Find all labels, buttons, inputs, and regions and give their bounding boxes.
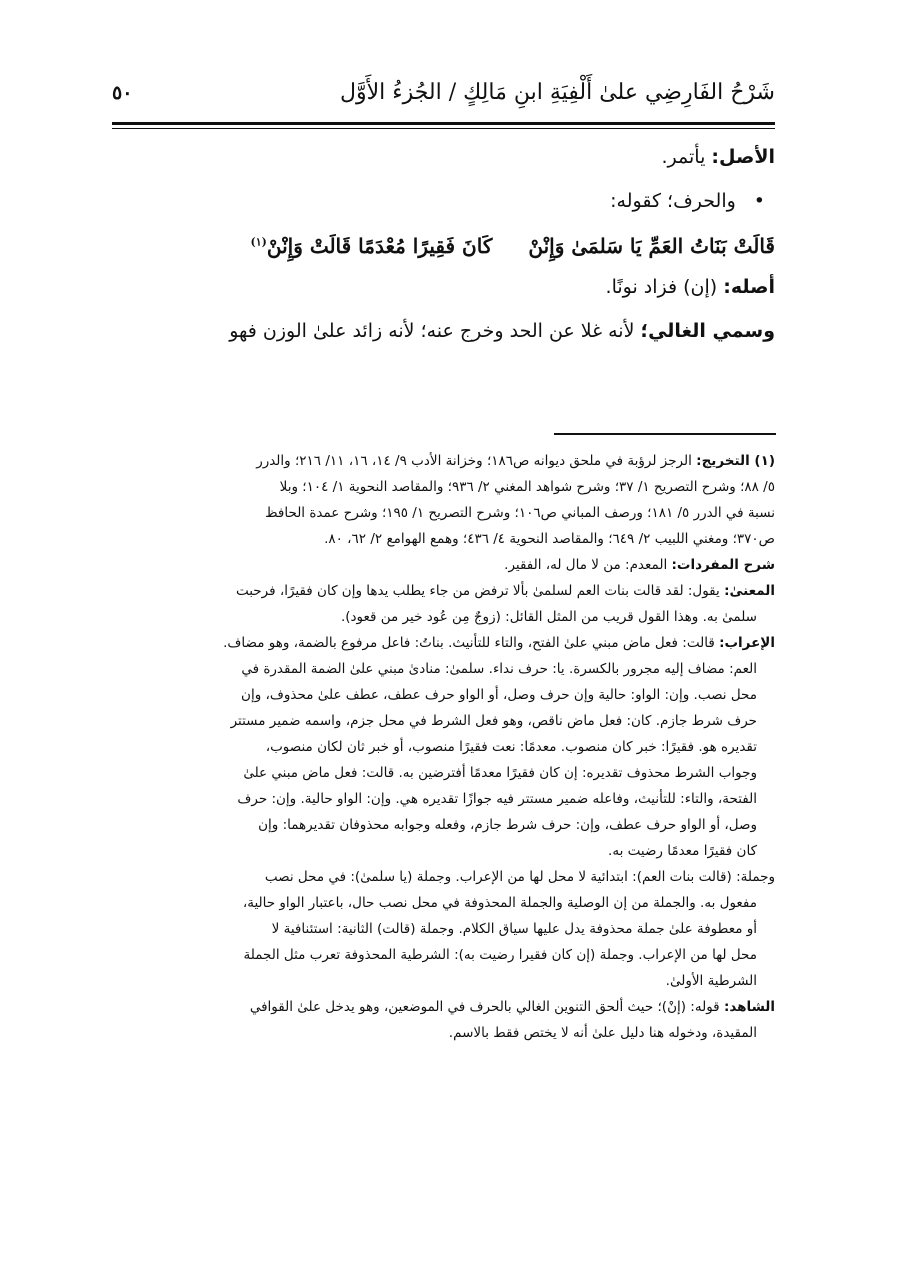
ghali-line: [229, 320, 775, 342]
page-number: ٥٠: [112, 82, 133, 104]
header-rule-thin: [112, 128, 775, 129]
asl-label: الأصل:: [711, 146, 775, 168]
footnote-line: الفتحة، والتاء: للتأنيث، وفاعله ضمير مستتر فيه جوازًا تقديره هي. وإن: الواو حالية. وإن: حرف: [237, 791, 757, 807]
footnote-line: وجواب الشرط محذوف تقديره: إن كان فقيرًا معدمًا أفترضين به. قالت: فعل ماض مبني علىٰ: [243, 765, 757, 781]
asl-value: يأتمر.: [661, 146, 706, 168]
footnote-line: سلمىٰ به. وهذا القول قريب من المثل القائل: (زوجٌ مِن عُود خير من قعود).: [340, 609, 757, 625]
verse-line: [250, 234, 775, 258]
header-title: شَرْحُ الفَارِضِي علىٰ أَلْفِيَةِ ابنِ مَالِكٍ / الجُزءُ الأَوَّل: [339, 80, 775, 105]
verse-first-hemistich: قَالَتْ بَنَاتُ العَمِّ يَا سَلمَىٰ وَإِنْنْ: [528, 234, 775, 258]
footnote-line: محل لها من الإعراب. وجملة (إن كان فقيرا رضيت به): الشرطية المحذوفة تعرب مثل الجملة: [243, 947, 757, 963]
footnote-line: ص٣٧٠؛ ومغني اللبيب ٢/ ٦٤٩؛ والمقاصد النحوية ٤/ ٤٣٦؛ وهمع الهوامع ٢/ ٦٢، ٨٠.: [324, 531, 775, 547]
footnote-line: نسبة في الدرر ٥/ ١٨١؛ ورصف المباني ص١٠٦؛ وشرح التصريح ١/ ١٩٥؛ وشرح عمدة الحافظ: [265, 505, 775, 521]
running-header: [112, 72, 775, 116]
ghali-bold: وسمي الغالي؛: [640, 320, 775, 342]
header-rule-thick: [112, 122, 775, 125]
ghali-rest: لأنه غلا عن الحد وخرج عنه؛ لأنه زائد علىٰ الوزن فهو: [229, 320, 635, 342]
footnote-line: الشاهد: قوله: (إنْ)؛ حيث ألحق التنوين الغالي بالحرف في الموضعين، وهو يدخل علىٰ القوافي: [249, 999, 775, 1015]
asluhu-label: أصله:: [723, 276, 775, 298]
footnote-line: الإعراب: قالت: فعل ماض مبني علىٰ الفتح، والتاء للتأنيث. بناتُ: فاعل مرفوع بالضمة، وهو مضاف.: [223, 635, 775, 651]
footnote-line: المعنىٰ: يقول: لقد قالت بنات العم لسلمىٰ بألا ترفض من جاء يطلب يدها وإن كان فقيرًا، فرحبت: [235, 583, 775, 599]
footnote-line: (١) التخريج: الرجز لرؤبة في ملحق ديوانه ص١٨٦؛ وخزانة الأدب ٩/ ١٤، ١٦، ١١/ ٢١٦؛ والدرر: [256, 453, 775, 469]
asl-line: [662, 146, 776, 168]
footnote-line: حرف شرط جازم. كان: فعل ماض ناقص، وهو فعل الشرط في محل جزم، واسمه ضمير مستتر: [230, 713, 757, 729]
asluhu-value: (إن) فزاد نونًا.: [605, 276, 718, 298]
bullet-text: والحرف؛ كقوله:: [610, 190, 736, 212]
footnote-line: ٥/ ٨٨؛ وشرح التصريح ١/ ٣٧؛ وشرح شواهد المغني ٢/ ٩٣٦؛ والمقاصد النحوية ١/ ١٠٤؛ وبلا: [279, 479, 775, 495]
footnote-marker[interactable]: (١): [250, 235, 267, 249]
footnote-line: محل نصب. وإن: الواو: حالية وإن حرف وصل، أو الواو حرف عطف، عطف علىٰ محذوف، وإن: [241, 687, 757, 703]
footnote-line: شرح المفردات: المعدم: من لا مال له، الفقير.: [504, 557, 775, 573]
footnote-line: مفعول به. والجملة من إن الوصلية والجملة المحذوفة في محل نصب حال، باعتبار الواو حالية،: [242, 895, 757, 911]
footnote-line: أو معطوفة علىٰ جملة محذوفة يدل عليها سياق الكلام. وجملة (قالت) الثانية: استئنافية لا: [271, 921, 757, 937]
footnote-line: وصل، أو الواو حرف عطف، وإن: حرف شرط جازم، وفعله وجوابه محذوفان تقديرهما: وإن: [258, 817, 757, 833]
footnote-line: المقيدة، ودخوله هنا دليل علىٰ أنه لا يختص فقط بالاسم.: [448, 1025, 757, 1041]
footnote-line: وجملة: (قالت بنات العم): ابتدائية لا محل لها من الإعراب. وجملة (يا سلمىٰ): في محل نصب: [264, 869, 775, 885]
footnote-line: تقديره هو. فقيرًا: خبر كان منصوب. معدمًا: نعت فقيرًا منصوب، أو خبر ثان لكان منصوب،: [265, 739, 757, 755]
footnote-separator: [554, 433, 776, 435]
verse-second-hemistich: كَانَ فَقِيرًا مُعْدَمًا قَالَتْ وَإِنْنْ: [266, 234, 493, 258]
footnote-line: الشرطية الأولىٰ.: [665, 973, 757, 989]
bullet-icon: •: [753, 190, 765, 212]
footnote-line: العم: مضاف إليه مجرور بالكسرة. يا: حرف نداء. سلمىٰ: منادىٰ مبني علىٰ الضمة المقدرة في: [241, 661, 757, 677]
asluhu-line: [606, 276, 775, 298]
bullet-line: [610, 190, 765, 212]
footnote-line: كان فقيرًا معدمًا رضيت به.: [608, 843, 757, 859]
